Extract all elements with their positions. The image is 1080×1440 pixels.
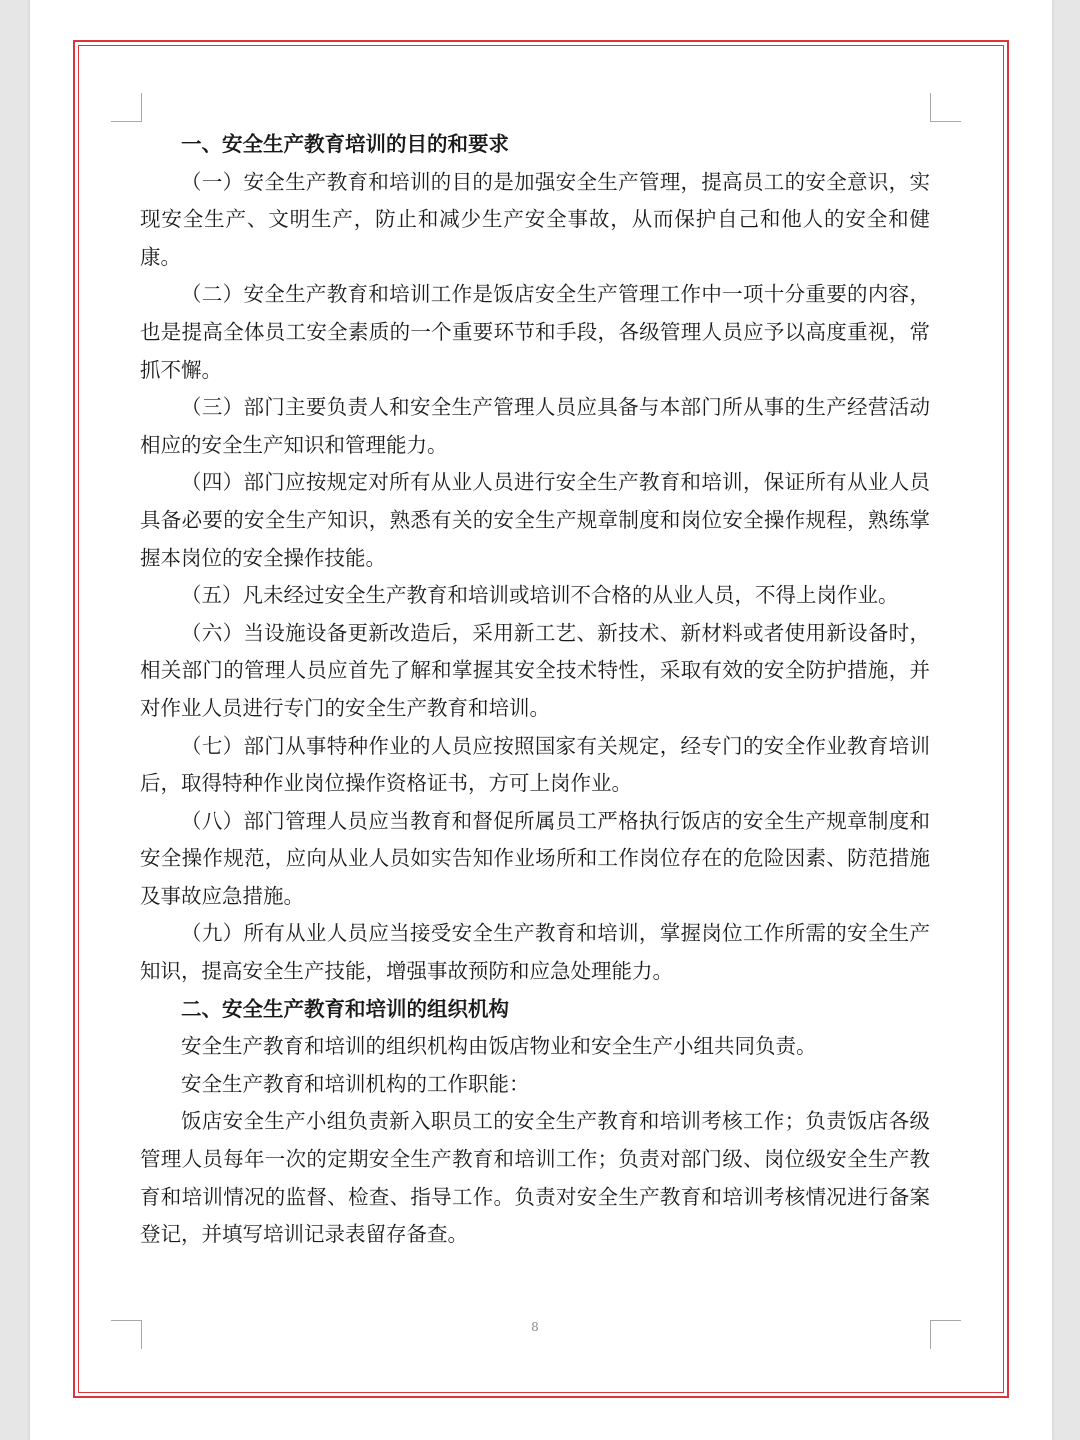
section1-paragraph-6: （六）当设施设备更新改造后，采用新工艺、新技术、新材料或者使用新设备时，相关部门的管理人员应首先了解和掌握其安全技术特性，采取有效的安全防护措施，并对作业人员进行专门的安全生产教育和培训。 (140, 620, 930, 720)
section2-paragraph-2: 安全生产教育和培训机构的工作职能： (181, 1071, 530, 1096)
section1-paragraph-5: （五）凡未经过安全生产教育和培训或培训不合格的从业人员，不得上岗作业。 (181, 583, 899, 608)
section1-paragraph-7: （七）部门从事特种作业的人员应按照国家有关规定，经专门的安全作业教育培训后，取得特种作业岗位操作资格证书，方可上岗作业。 (140, 733, 930, 796)
section1-paragraph-3: （三）部门主要负责人和安全生产管理人员应具备与本部门所从事的生产经营活动相应的安全生产知识和管理能力。 (140, 395, 930, 457)
section2-paragraph-3: 饭店安全生产小组负责新入职员工的安全生产教育和培训考核工作；负责饭店各级管理人员每年一次的定期安全生产教育和培训工作；负责对部门级、岗位级安全生产教育和培训情况的监督、检查、指导工作。负责对安全生产教育和培训考核情况进行备案登记，并填写培训记录表留存备查。 (140, 1109, 930, 1247)
section1-paragraph-1: （一）安全生产教育和培训的目的是加强安全生产管理，提高员工的安全意识，实现安全生产、文明生产，防止和减少生产安全事故，从而保护自己和他人的安全和健康。 (140, 169, 930, 269)
crop-mark-bottom-left (111, 1320, 142, 1349)
section1-heading: 一、安全生产教育培训的目的和要求 (181, 132, 509, 156)
page-number: 8 (531, 1320, 539, 1334)
section1-paragraph-8: （八）部门管理人员应当教育和督促所属员工严格执行饭店的安全生产规章制度和安全操作规范，应向从业人员如实告知作业场所和工作岗位存在的危险因素、防范措施及事故应急措施。 (140, 808, 930, 908)
section2-heading: 二、安全生产教育和培训的组织机构 (181, 996, 509, 1021)
section2-paragraph-1: 安全生产教育和培训的组织机构由饭店物业和安全生产小组共同负责。 (181, 1034, 817, 1059)
crop-mark-bottom-right (930, 1320, 961, 1349)
crop-mark-top-right (930, 93, 961, 122)
crop-mark-top-left (111, 93, 142, 122)
document-body (140, 126, 930, 1254)
section1-paragraph-9: （九）所有从业人员应当接受安全生产教育和培训，掌握岗位工作所需的安全生产知识，提高安全生产技能，增强事故预防和应急处理能力。 (140, 921, 930, 984)
section1-paragraph-4: （四）部门应按规定对所有从业人员进行安全生产教育和培训，保证所有从业人员具备必要的安全生产知识，熟悉有关的安全生产规章制度和岗位安全操作规程，熟练掌握本岗位的安全操作技能。 (140, 470, 930, 570)
section1-paragraph-2: （二）安全生产教育和培训工作是饭店安全生产管理工作中一项十分重要的内容，也是提高全体员工安全素质的一个重要环节和手段，各级管理人员应予以高度重视，常抓不懈。 (140, 282, 930, 382)
